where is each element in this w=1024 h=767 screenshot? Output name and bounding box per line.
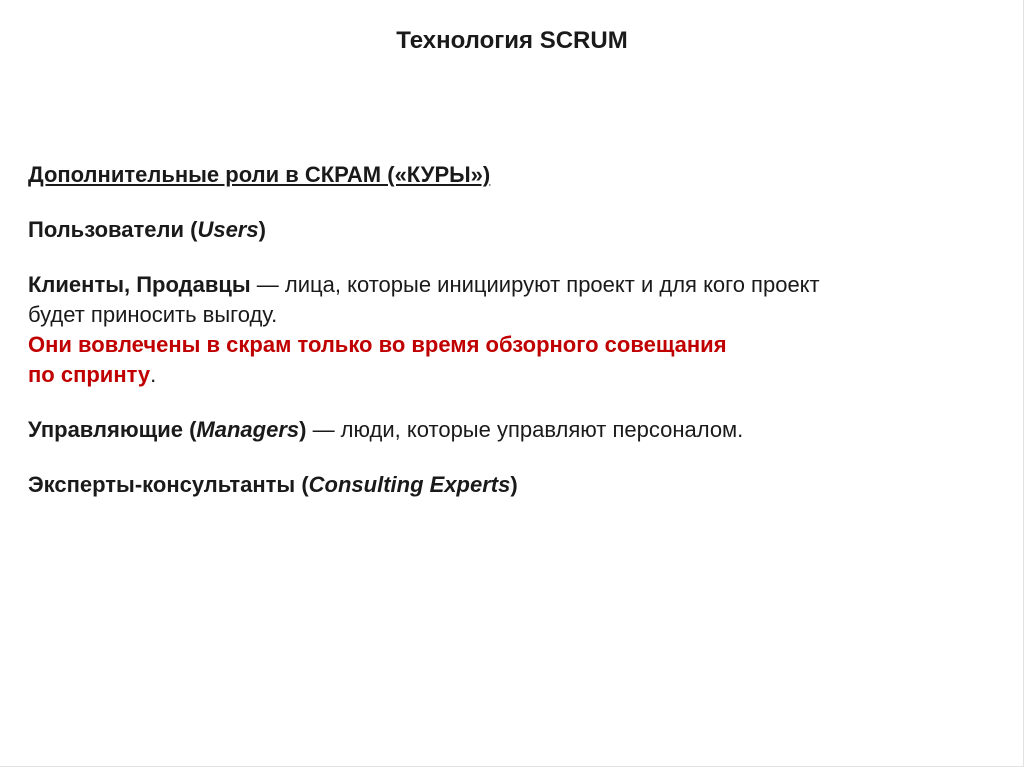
clients-note-line2: по спринту	[28, 362, 151, 387]
clients-text-line2: будет приносить выгоду.	[28, 302, 278, 327]
clients-note-end: .	[150, 362, 157, 387]
users-term: Users	[197, 217, 259, 242]
managers-line	[28, 415, 978, 445]
experts-prefix: Эксперты-консультанты (	[28, 472, 309, 497]
users-prefix: Пользователи (	[28, 217, 198, 242]
clients-paragraph	[28, 270, 978, 390]
experts-suffix: )	[510, 472, 518, 497]
managers-text: — люди, которые управляют персоналом.	[306, 417, 744, 442]
managers-prefix: Управляющие (	[28, 417, 197, 442]
roles-heading: Дополнительные роли в СКРАМ («КУРЫ»)	[28, 162, 491, 187]
experts-line	[28, 470, 978, 500]
clients-label: Клиенты, Продавцы	[28, 272, 251, 297]
slide-title: Технология SCRUM	[396, 27, 628, 54]
users-suffix: )	[258, 217, 266, 242]
managers-term: Managers	[196, 417, 300, 442]
slide-content	[28, 160, 978, 500]
users-line	[28, 215, 978, 245]
experts-term: Consulting Experts	[308, 472, 511, 497]
clients-text-line1: — лица, которые инициируют проект и для кого проект	[250, 272, 820, 297]
clients-note-line1: Они вовлечены в скрам только во время обзорного совещания	[28, 332, 727, 357]
managers-suffix: )	[299, 417, 307, 442]
